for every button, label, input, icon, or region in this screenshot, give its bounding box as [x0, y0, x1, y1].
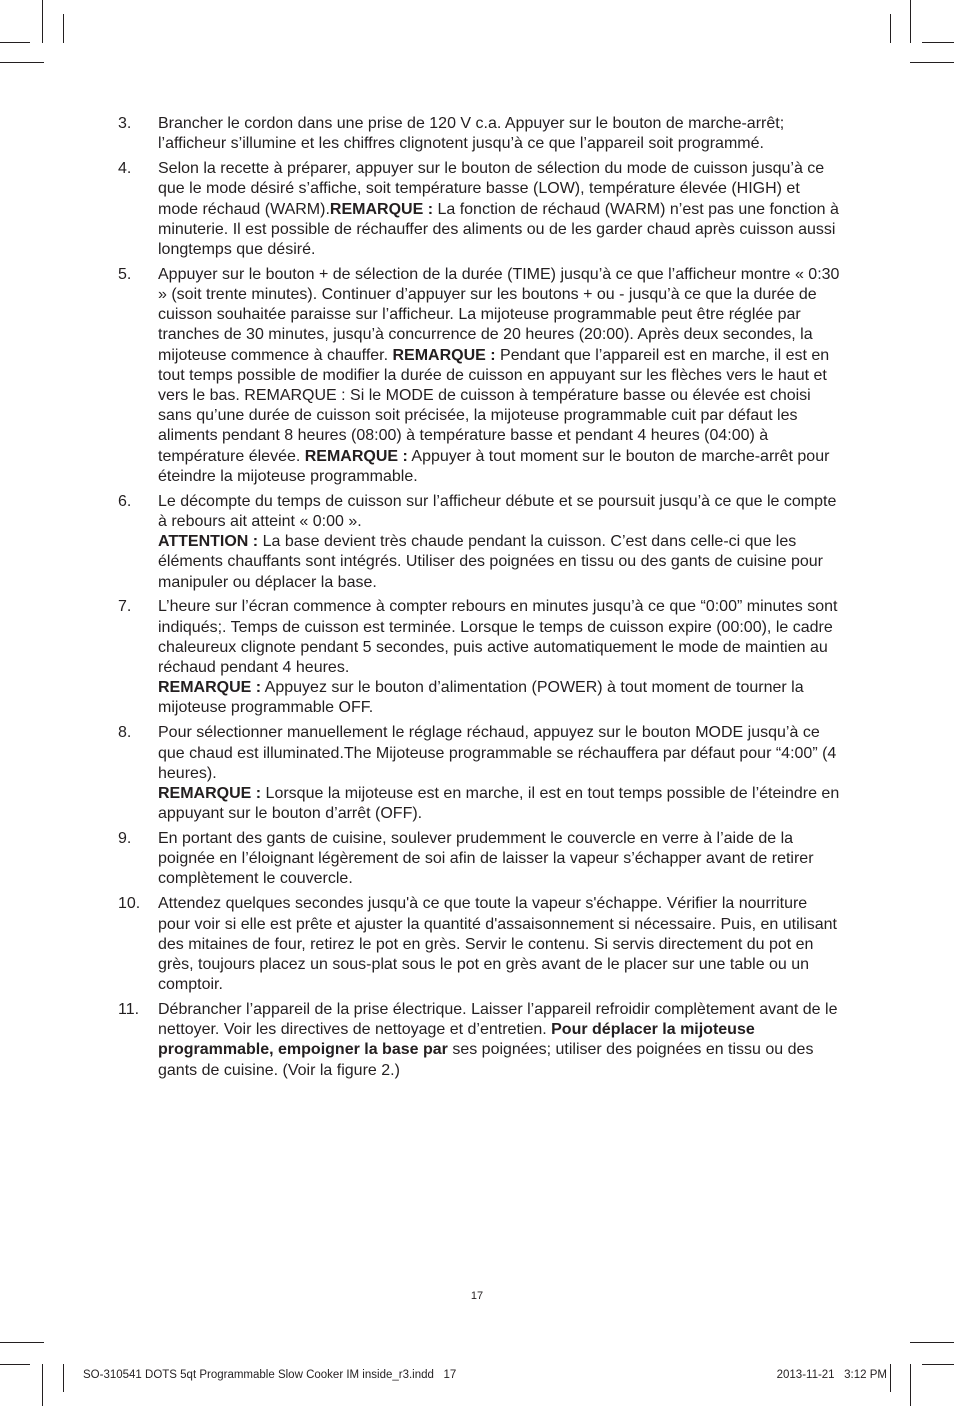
- crop-mark: [42, 1364, 43, 1406]
- item-number: 5.: [118, 265, 132, 283]
- item-text: [158, 829, 840, 890]
- crop-mark: [0, 62, 44, 63]
- item-number: 4.: [118, 160, 132, 178]
- list-item: [118, 159, 840, 260]
- bold-label: REMARQUE :: [392, 346, 496, 364]
- bold-label: REMARQUE :: [158, 679, 262, 697]
- item-text: [158, 265, 840, 487]
- text-segment: Lorsque la mijoteuse est en marche, il est en tout temps possible de l’éteindre en appuyant sur le bouton d’arrêt (OFF).: [158, 784, 840, 823]
- list-item: [118, 114, 840, 154]
- item-text: [158, 723, 840, 824]
- crop-mark: [0, 42, 30, 43]
- crop-mark: [890, 1364, 891, 1392]
- text-segment: ses poignées; utiliser des poignées en tissu ou des gants de cuisine. (Voir la figure 2.): [158, 1041, 814, 1079]
- text-segment: Attendez quelques secondes jusqu'à ce que toute la vapeur s'échappe. Vérifier la nourriture pour voir si elle est prête et ajuster la quantité d'assaisonnement si nécessaire. Puis, en utilisant des mitaines de four, retirez le pot en grès. Servir le contenu. Si servis directement du pot en grès, toujours placez un sous-plat sous le pot en grès avant de le placer sur une table ou un comptoir.: [158, 895, 837, 994]
- crop-mark: [910, 62, 954, 63]
- slug-datetime: 2013-11-21 3:12 PM: [776, 1369, 887, 1381]
- text-segment: La base devient très chaude pendant la cuisson. C’est dans celle-ci que les éléments chauffants sont intégrés. Utiliser des poignées en tissu ou des gants de cuisine pour manipuler ou déplacer la base.: [158, 533, 823, 591]
- list-item: [118, 492, 840, 593]
- item-number: 7.: [118, 598, 132, 616]
- item-number: 11.: [118, 1001, 140, 1019]
- crop-mark: [910, 0, 911, 43]
- bold-label: REMARQUE :: [329, 200, 434, 218]
- text-segment: La fonction de réchaud (WARM) n’est pas une fonction à minuterie. Il est possible de réchauffer des aliments ou de les garder chaud après cuisson aussi longtemps que désiré.: [158, 200, 839, 258]
- text-segment: Pour sélectionner manuellement le réglage réchaud, appuyez sur le bouton MODE jusqu’à ce que chaud est illuminated.The Mijoteuse programmable se réchauffera par défaut pour “4:00” (4 heures).: [158, 724, 837, 782]
- item-text: [158, 1000, 840, 1081]
- item-number: 10.: [118, 895, 141, 913]
- text-segment: Appuyer à tout moment sur le bouton de marche-arrêt pour éteindre la mijoteuse programmable.: [158, 447, 830, 485]
- list-item: [118, 829, 840, 890]
- page-number: 17: [470, 1290, 484, 1302]
- item-text: [158, 114, 840, 154]
- list-item: [118, 723, 840, 824]
- item-text: [158, 894, 840, 995]
- instructions-list: [118, 114, 840, 1086]
- list-item: [118, 597, 840, 718]
- item-text: [158, 492, 840, 593]
- crop-mark: [63, 1364, 64, 1392]
- crop-mark: [0, 1364, 30, 1365]
- item-text: [158, 597, 840, 718]
- item-number: 9.: [118, 830, 132, 848]
- item-number: 3.: [118, 115, 132, 132]
- bold-label: ATTENTION :: [158, 533, 259, 551]
- text-segment: L’heure sur l’écran commence à compter rebours en minutes jusqu’à ce que “0:00” minutes sont indiqués;. Temps de cuisson est terminée. Lorsque le temps de cuisson expire (00:00), le cadre chaleureux clignote pendant 5 secondes, puis active automatiquement le mode de maintien au réchaud pendant 4 heures.: [158, 598, 838, 677]
- text-segment: Appuyez sur le bouton d’alimentation (POWER) à tout moment de tourner la mijoteuse programmable OFF.: [158, 679, 804, 717]
- bold-label: REMARQUE :: [158, 784, 262, 802]
- slug-filename: SO-310541 DOTS 5qt Programmable Slow Cooker IM inside_r3.indd 17: [83, 1369, 457, 1381]
- crop-mark: [42, 0, 43, 43]
- crop-mark: [922, 1364, 954, 1365]
- text-segment: Pendant que l’appareil est en marche, il est en tout temps possible de modifier la durée de cuisson en appuyant sur les flèches vers le haut et vers le bas. REMARQUE : Si le MODE de cuisson à température basse ou élevée est choisi sans qu’une durée de cuisson soit précisée, la mijoteuse programmable cuit par défaut les aliments pendant 8 heures (08:00) à température basse et pendant 4 heures (04:00) à température élevée.: [158, 346, 830, 465]
- crop-mark: [890, 14, 891, 43]
- crop-mark: [63, 14, 64, 43]
- crop-mark: [910, 1342, 954, 1343]
- crop-mark: [910, 1364, 911, 1406]
- crop-mark: [922, 42, 954, 43]
- text-segment: Selon la recette à préparer, appuyer sur le bouton de sélection du mode de cuisson jusqu’à ce que le mode désiré s’affiche, soit température basse (LOW), température élevée (HIGH) et mode réchaud (WARM).: [158, 160, 825, 218]
- item-number: 8.: [118, 724, 132, 742]
- text-segment: Le décompte du temps de cuisson sur l’afficheur débute et se poursuit jusqu’à ce que le compte à rebours ait atteint « 0:00 ».: [158, 492, 837, 530]
- item-text: [158, 159, 840, 260]
- text-segment: Débrancher l’appareil de la prise électrique. Laisser l’appareil refroidir complètement avant de le nettoyer. Voir les directives de nettoyage et d’entretien.: [158, 1001, 838, 1039]
- text-segment: En portant des gants de cuisine, soulever prudemment le couvercle en verre à l’aide de la poignée en l’éloignant légèrement de soi afin de laisser la vapeur s’échapper avant de retirer complètement le couvercle.: [158, 830, 814, 888]
- item-number: 6.: [118, 492, 132, 510]
- bold-label: REMARQUE :: [304, 447, 408, 465]
- list-item: [118, 265, 840, 487]
- text-segment: Brancher le cordon dans une prise de 120 V c.a. Appuyer sur le bouton de marche-arrêt; l’afficheur s’illumine et les chiffres clignotent jusqu’à ce que l’appareil soit programmé.: [158, 115, 785, 153]
- text-segment: Appuyer sur le bouton + de sélection de la durée (TIME) jusqu’à ce que l’afficheur montre « 0:30 » (soit trente minutes). Continuer d’appuyer sur les boutons + ou - jusqu’à ce que la durée de cuisson souhaitée paraisse sur l’afficheur. La mijoteuse programmable peut être réglée par tranches de 30 minutes, jusqu’à concurrence de 20 heures (20:00). Après deux secondes, la mijoteuse commence à chauffer.: [158, 265, 840, 364]
- list-item: [118, 1000, 840, 1081]
- list-item: [118, 894, 840, 995]
- bold-label: Pour déplacer la mijoteuse programmable, empoigner la base par: [158, 1021, 755, 1059]
- crop-mark: [0, 1342, 44, 1343]
